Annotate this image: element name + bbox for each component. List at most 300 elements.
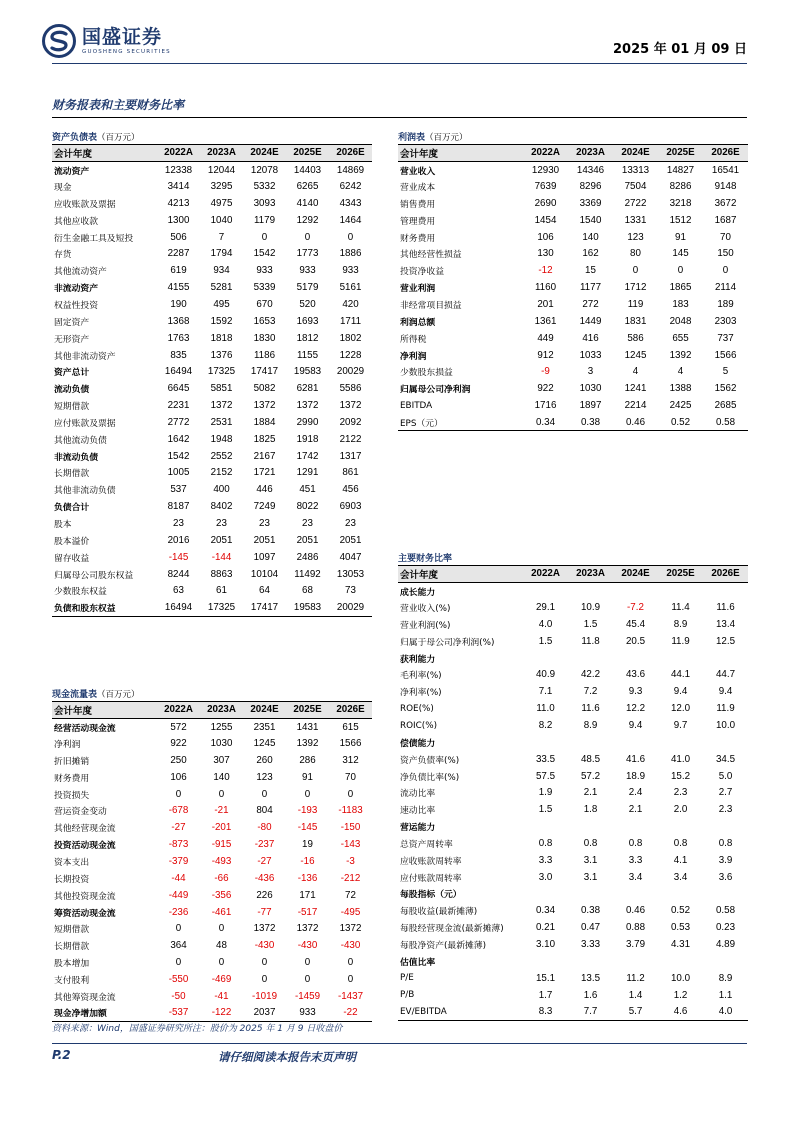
cell-value: 4.6 bbox=[658, 1003, 703, 1020]
cell-value: 1918 bbox=[296, 433, 319, 445]
cell-value bbox=[523, 650, 568, 667]
row-label: 流动负债 bbox=[54, 385, 90, 396]
table-header-row bbox=[52, 145, 372, 162]
row-label: ROIC(%) bbox=[400, 720, 437, 731]
cell-value: 1.8 bbox=[583, 804, 598, 816]
cell-value: 16494 bbox=[164, 366, 193, 378]
cell-value bbox=[613, 734, 658, 751]
table-row bbox=[398, 195, 748, 212]
cell-value: 5082 bbox=[253, 383, 276, 395]
cell-value: -3 bbox=[346, 856, 355, 868]
cell-value: 572 bbox=[170, 721, 187, 733]
table-row bbox=[52, 195, 372, 212]
cell-value: 1.6 bbox=[583, 989, 598, 1001]
cell-value: 1642 bbox=[167, 433, 190, 445]
table-row bbox=[52, 481, 372, 498]
table-header-row bbox=[52, 702, 372, 719]
column-header-label: 会计年度 bbox=[52, 145, 157, 162]
row-label: 存货 bbox=[54, 250, 72, 261]
cell-value: 3295 bbox=[210, 181, 233, 193]
table-row bbox=[398, 801, 748, 818]
cell-value: 586 bbox=[627, 332, 644, 344]
table-row bbox=[52, 431, 372, 448]
cell-value: -430 bbox=[340, 940, 361, 952]
cell-value: -436 bbox=[254, 872, 275, 884]
table-header-row bbox=[398, 145, 748, 162]
table-row bbox=[398, 667, 748, 684]
cell-value bbox=[613, 818, 658, 835]
cell-value: 18.9 bbox=[625, 770, 646, 782]
cell-value bbox=[523, 582, 568, 599]
cell-value: 0 bbox=[261, 957, 268, 969]
cell-value: 1388 bbox=[669, 383, 692, 395]
cell-value bbox=[613, 650, 658, 667]
table-row bbox=[398, 599, 748, 616]
row-label: 折旧摊销 bbox=[54, 756, 90, 767]
table-row bbox=[52, 330, 372, 347]
cell-value: -136 bbox=[297, 872, 318, 884]
cell-value: 4213 bbox=[167, 197, 190, 209]
cell-value: 9.3 bbox=[628, 686, 643, 698]
row-label: EBITDA bbox=[400, 400, 433, 411]
cell-value: -44 bbox=[171, 872, 186, 884]
cell-value bbox=[613, 886, 658, 903]
cell-value: 1186 bbox=[253, 349, 276, 361]
table-row bbox=[52, 1005, 372, 1022]
cell-value: 2037 bbox=[243, 1005, 286, 1022]
cell-value: 2.1 bbox=[583, 787, 598, 799]
cell-value: 520 bbox=[299, 299, 316, 311]
cell-value: -144 bbox=[211, 551, 232, 563]
row-label: 净利润 bbox=[54, 740, 81, 751]
cell-value: 286 bbox=[299, 754, 316, 766]
table-row bbox=[398, 414, 748, 431]
cell-value: 15.1 bbox=[535, 972, 556, 984]
cell-value: 0 bbox=[304, 973, 311, 985]
cell-value: 1.4 bbox=[628, 989, 643, 1001]
cell-value: 1.5 bbox=[538, 804, 553, 816]
cell-value: 0 bbox=[218, 957, 225, 969]
cell-value: 1712 bbox=[624, 282, 647, 294]
cell-value: 12338 bbox=[164, 164, 193, 176]
cell-value: 45.4 bbox=[625, 618, 646, 630]
cell-value: 10104 bbox=[250, 568, 279, 580]
row-label: 营业成本 bbox=[400, 183, 436, 194]
cell-value: 307 bbox=[213, 754, 230, 766]
cell-value: 4.1 bbox=[673, 854, 688, 866]
cell-value: -873 bbox=[168, 839, 189, 851]
cell-value: 2531 bbox=[210, 416, 233, 428]
cell-value bbox=[703, 953, 748, 970]
row-label: 净利润 bbox=[400, 351, 427, 362]
cell-value: -7.2 bbox=[627, 602, 644, 614]
column-header-year: 2026E bbox=[703, 566, 748, 583]
row-label: 其他筹资现金流 bbox=[54, 992, 116, 1003]
cell-value: 1464 bbox=[339, 214, 362, 226]
row-label: 股本 bbox=[54, 519, 72, 530]
cell-value: 0 bbox=[261, 973, 268, 985]
cell-value: 4.89 bbox=[715, 938, 736, 950]
cell-value: 3.3 bbox=[628, 854, 643, 866]
cell-value: 190 bbox=[170, 299, 187, 311]
cell-value: 8.9 bbox=[718, 972, 733, 984]
cell-value: 0.47 bbox=[580, 922, 601, 934]
table-row bbox=[398, 229, 748, 246]
cell-value: 3.9 bbox=[718, 854, 733, 866]
cell-value: 1830 bbox=[253, 332, 276, 344]
cell-value: 933 bbox=[342, 265, 359, 277]
cell-value: 2287 bbox=[167, 248, 190, 260]
cell-value: 29.1 bbox=[535, 602, 556, 614]
cell-value: 1255 bbox=[210, 721, 233, 733]
cell-value: 1030 bbox=[210, 738, 233, 750]
table-row bbox=[52, 566, 372, 583]
cell-value: 5.7 bbox=[613, 1003, 658, 1020]
balance-sheet-table bbox=[52, 144, 372, 617]
table-row bbox=[52, 397, 372, 414]
row-label: 非流动负债 bbox=[54, 452, 98, 463]
row-label: 筹资活动现金流 bbox=[54, 908, 116, 919]
table-row bbox=[52, 178, 372, 195]
cell-value: 0.8 bbox=[538, 837, 553, 849]
cell-value bbox=[613, 582, 658, 599]
cell-value: 0 bbox=[347, 973, 354, 985]
row-label: 管理费用 bbox=[400, 216, 436, 227]
table-row bbox=[52, 229, 372, 246]
row-label: 应付账款周转率 bbox=[400, 873, 462, 884]
cell-value: 10.9 bbox=[580, 602, 601, 614]
cell-value: 1245 bbox=[253, 738, 276, 750]
cell-value: 0.38 bbox=[580, 905, 601, 917]
cell-value: 2231 bbox=[167, 400, 190, 412]
cell-value: 312 bbox=[342, 754, 359, 766]
column-header-year: 2023A bbox=[568, 566, 613, 583]
cell-value: 2092 bbox=[339, 416, 362, 428]
row-label: 流动比率 bbox=[400, 789, 436, 800]
cell-value: 20029 bbox=[329, 599, 372, 616]
row-label: 固定资产 bbox=[54, 317, 90, 328]
cell-value: 1376 bbox=[210, 349, 233, 361]
row-label: 非经常项目损益 bbox=[400, 301, 462, 312]
cell-value: -1459 bbox=[294, 990, 321, 1002]
cell-value: 3672 bbox=[714, 197, 737, 209]
row-label: 资产总计 bbox=[54, 368, 90, 379]
cell-value: 2.0 bbox=[673, 804, 688, 816]
cell-value: -237 bbox=[254, 839, 275, 851]
cell-value: 5161 bbox=[339, 282, 362, 294]
cell-value: 1030 bbox=[579, 383, 602, 395]
cell-value: 670 bbox=[256, 299, 273, 311]
cell-value bbox=[658, 886, 703, 903]
cell-value: -201 bbox=[211, 822, 232, 834]
cell-value: 2.3 bbox=[673, 787, 688, 799]
cell-value: 106 bbox=[537, 231, 554, 243]
table-row bbox=[52, 465, 372, 482]
cell-value: 41.6 bbox=[625, 753, 646, 765]
table-row bbox=[52, 752, 372, 769]
cell-value: 1372 bbox=[339, 400, 362, 412]
cell-value: 3 bbox=[587, 366, 594, 378]
cell-value: 189 bbox=[717, 299, 734, 311]
cell-value: 23 bbox=[345, 517, 356, 529]
table-row bbox=[398, 869, 748, 886]
row-label: 现金 bbox=[54, 183, 72, 194]
row-label: 归属母公司股东权益 bbox=[54, 570, 134, 581]
table-row bbox=[398, 902, 748, 919]
table-row bbox=[398, 970, 748, 987]
row-label: 营运能力 bbox=[400, 823, 436, 834]
income-statement-table bbox=[398, 144, 748, 431]
cell-value: 0.8 bbox=[583, 837, 598, 849]
cell-value: 615 bbox=[342, 721, 359, 733]
cell-value: 2685 bbox=[714, 400, 737, 412]
cell-value: 0 bbox=[347, 957, 354, 969]
row-label: 支付股利 bbox=[54, 975, 90, 986]
cashflow-title: 现金流量表（百万元） bbox=[52, 690, 140, 700]
cell-value: 17417 bbox=[243, 599, 286, 616]
cell-value: 1372 bbox=[339, 923, 362, 935]
cell-value: 0 bbox=[261, 788, 268, 800]
cell-value: 2722 bbox=[624, 197, 647, 209]
cell-value: -469 bbox=[211, 973, 232, 985]
cell-value: 1097 bbox=[253, 551, 276, 563]
cell-value: -1437 bbox=[337, 990, 364, 1002]
cell-value: 1542 bbox=[167, 450, 190, 462]
cell-value: 13053 bbox=[336, 568, 365, 580]
row-label: 非流动资产 bbox=[54, 284, 98, 295]
cell-value: 0 bbox=[677, 265, 684, 277]
cell-value: -550 bbox=[168, 973, 189, 985]
cell-value: 8296 bbox=[579, 181, 602, 193]
cell-value: 57.5 bbox=[535, 770, 556, 782]
table-row bbox=[398, 936, 748, 953]
cell-value: 8.3 bbox=[523, 1003, 568, 1020]
cell-value: -537 bbox=[157, 1005, 200, 1022]
cell-value: 0.23 bbox=[715, 922, 736, 934]
cell-value: 11.9 bbox=[671, 635, 690, 647]
column-header-year: 2025E bbox=[658, 566, 703, 583]
cell-value: 1884 bbox=[253, 416, 276, 428]
cell-value: 17325 bbox=[200, 599, 243, 616]
cell-value: -356 bbox=[211, 889, 232, 901]
cell-value: 4343 bbox=[339, 197, 362, 209]
row-label: 财务费用 bbox=[54, 773, 90, 784]
cell-value: 1372 bbox=[253, 923, 276, 935]
cell-value: 272 bbox=[582, 299, 599, 311]
table-row bbox=[52, 498, 372, 515]
cell-value: 2990 bbox=[296, 416, 319, 428]
row-label: 净利率(%) bbox=[400, 688, 442, 699]
cell-value: 4155 bbox=[167, 282, 190, 294]
table-row bbox=[398, 246, 748, 263]
row-label: 营业收入(%) bbox=[400, 604, 451, 615]
cell-value bbox=[703, 582, 748, 599]
row-label: 无形资产 bbox=[54, 334, 90, 345]
row-label: 应付账款及票据 bbox=[54, 418, 116, 429]
row-label: 长期借款 bbox=[54, 469, 90, 480]
cell-value: -430 bbox=[254, 940, 275, 952]
cell-value: 48.5 bbox=[580, 753, 601, 765]
column-header-year: 2023A bbox=[200, 145, 243, 162]
cell-value: 145 bbox=[672, 248, 689, 260]
cell-value: -495 bbox=[340, 906, 361, 918]
row-label: 衍生金融工具及短投 bbox=[54, 233, 134, 244]
cell-value: 19583 bbox=[293, 366, 322, 378]
cell-value: 1742 bbox=[296, 450, 319, 462]
cell-value: 2351 bbox=[253, 721, 276, 733]
cell-value: 2303 bbox=[714, 315, 737, 327]
cell-value: 12.0 bbox=[670, 703, 691, 715]
table-row bbox=[398, 683, 748, 700]
cell-value: 57.2 bbox=[580, 770, 601, 782]
cell-value: 416 bbox=[582, 332, 599, 344]
cell-value: 451 bbox=[299, 484, 316, 496]
row-label: 总资产周转率 bbox=[400, 839, 453, 850]
table-row bbox=[398, 262, 748, 279]
cell-value: -50 bbox=[171, 990, 186, 1002]
cell-value: 250 bbox=[170, 754, 187, 766]
cell-value: 2552 bbox=[210, 450, 233, 462]
cell-value: 5332 bbox=[253, 181, 276, 193]
cell-value: 2016 bbox=[167, 534, 190, 546]
table-row bbox=[398, 616, 748, 633]
cell-value: 934 bbox=[213, 265, 230, 277]
cell-value: 16494 bbox=[157, 599, 200, 616]
cell-value: 2048 bbox=[669, 315, 692, 327]
cell-value: 48 bbox=[216, 940, 227, 952]
cell-value: -193 bbox=[297, 805, 318, 817]
cell-value bbox=[703, 734, 748, 751]
row-label: P/E bbox=[400, 973, 414, 984]
cell-value: 8.2 bbox=[538, 720, 553, 732]
cell-value: 13.4 bbox=[715, 618, 736, 630]
row-label: 其他非流动资产 bbox=[54, 351, 116, 362]
footer-divider bbox=[52, 1043, 747, 1044]
cell-value bbox=[658, 582, 703, 599]
cell-value: 1716 bbox=[534, 400, 557, 412]
row-label: 所得税 bbox=[400, 334, 427, 345]
cell-value: 8.9 bbox=[583, 720, 598, 732]
cell-value: 0.34 bbox=[523, 414, 568, 431]
column-header-year: 2026E bbox=[329, 145, 372, 162]
cell-value: -678 bbox=[168, 805, 189, 817]
report-date: 2025 年 01 月 09 日 bbox=[613, 42, 747, 57]
cell-value: 260 bbox=[256, 754, 273, 766]
table-row bbox=[398, 717, 748, 734]
cell-value bbox=[568, 818, 613, 835]
balance-title: 资产负债表（百万元） bbox=[52, 133, 140, 143]
cell-value: 23 bbox=[216, 517, 227, 529]
cell-value: -27 bbox=[171, 822, 186, 834]
cell-value: 12.5 bbox=[715, 635, 736, 647]
cell-value bbox=[523, 953, 568, 970]
cell-value: 2.3 bbox=[718, 804, 733, 816]
cell-value: 23 bbox=[173, 517, 184, 529]
cell-value: 1241 bbox=[624, 383, 647, 395]
table-row bbox=[398, 397, 748, 414]
cell-value: -145 bbox=[297, 822, 318, 834]
cell-value: -1019 bbox=[251, 990, 278, 1002]
cell-value: 1155 bbox=[296, 349, 319, 361]
row-label: 营运资金变动 bbox=[54, 807, 107, 818]
cell-value: 2152 bbox=[210, 467, 233, 479]
table-row bbox=[398, 347, 748, 364]
cell-value: 7504 bbox=[624, 181, 647, 193]
row-label: 其他应收款 bbox=[54, 216, 98, 227]
table-row bbox=[398, 212, 748, 229]
table-row bbox=[52, 599, 372, 616]
cell-value: 1.5 bbox=[538, 635, 553, 647]
row-label: 估值比率 bbox=[400, 957, 436, 968]
cell-value: 1721 bbox=[253, 467, 276, 479]
logo-icon bbox=[42, 24, 76, 58]
table-row bbox=[52, 870, 372, 887]
table-row bbox=[398, 178, 748, 195]
table-row bbox=[398, 852, 748, 869]
cell-value: 3.4 bbox=[628, 871, 643, 883]
cell-value: 1794 bbox=[210, 248, 233, 260]
row-label: 短期借款 bbox=[54, 925, 90, 936]
cell-value: 61 bbox=[216, 585, 227, 597]
cell-value: 4.0 bbox=[538, 618, 553, 630]
page-number: P.2 bbox=[52, 1048, 71, 1062]
table-row bbox=[52, 448, 372, 465]
column-header-year: 2022A bbox=[523, 566, 568, 583]
ratios-title: 主要财务比率 bbox=[398, 554, 453, 564]
cell-value: 0 bbox=[304, 957, 311, 969]
cell-value: 123 bbox=[256, 771, 273, 783]
cell-value: 1592 bbox=[210, 315, 233, 327]
cell-value: 804 bbox=[256, 805, 273, 817]
row-label: 销售费用 bbox=[400, 199, 436, 210]
row-label: 归属于母公司净利润(%) bbox=[400, 637, 495, 648]
row-label: 留存收益 bbox=[54, 553, 90, 564]
cell-value: 171 bbox=[299, 889, 316, 901]
cell-value: 912 bbox=[537, 349, 554, 361]
row-label: 股本增加 bbox=[54, 959, 90, 970]
cell-value: 1687 bbox=[714, 214, 737, 226]
table-row bbox=[52, 718, 372, 735]
cell-value: 2.4 bbox=[628, 787, 643, 799]
cell-value: 7.2 bbox=[583, 686, 598, 698]
row-label: 少数股东权益 bbox=[54, 587, 107, 598]
table-row bbox=[52, 212, 372, 229]
cell-value: 12.2 bbox=[625, 703, 646, 715]
row-label: 其他经营现金流 bbox=[54, 824, 116, 835]
cell-value: 11.8 bbox=[581, 635, 600, 647]
cell-value: 0.8 bbox=[673, 837, 688, 849]
row-label: ROE(%) bbox=[400, 703, 434, 714]
table-row bbox=[52, 971, 372, 988]
financial-ratios-table bbox=[398, 565, 748, 1021]
table-row bbox=[52, 836, 372, 853]
table-header-row bbox=[398, 566, 748, 583]
cell-value: 11.2 bbox=[626, 972, 645, 984]
row-label: 成长能力 bbox=[400, 587, 436, 598]
cell-value: 3.1 bbox=[583, 854, 598, 866]
cell-value: -12 bbox=[538, 265, 553, 277]
cell-value: 1361 bbox=[534, 315, 557, 327]
row-label: 负债合计 bbox=[54, 503, 90, 514]
cell-value: 33.5 bbox=[535, 753, 556, 765]
cell-value: 15 bbox=[585, 265, 596, 277]
cell-value: 1693 bbox=[296, 315, 319, 327]
column-header-year: 2022A bbox=[523, 145, 568, 162]
cell-value: 0.38 bbox=[568, 414, 613, 431]
cell-value: 0 bbox=[218, 788, 225, 800]
column-header-year: 2024E bbox=[613, 566, 658, 583]
cell-value: 922 bbox=[170, 738, 187, 750]
